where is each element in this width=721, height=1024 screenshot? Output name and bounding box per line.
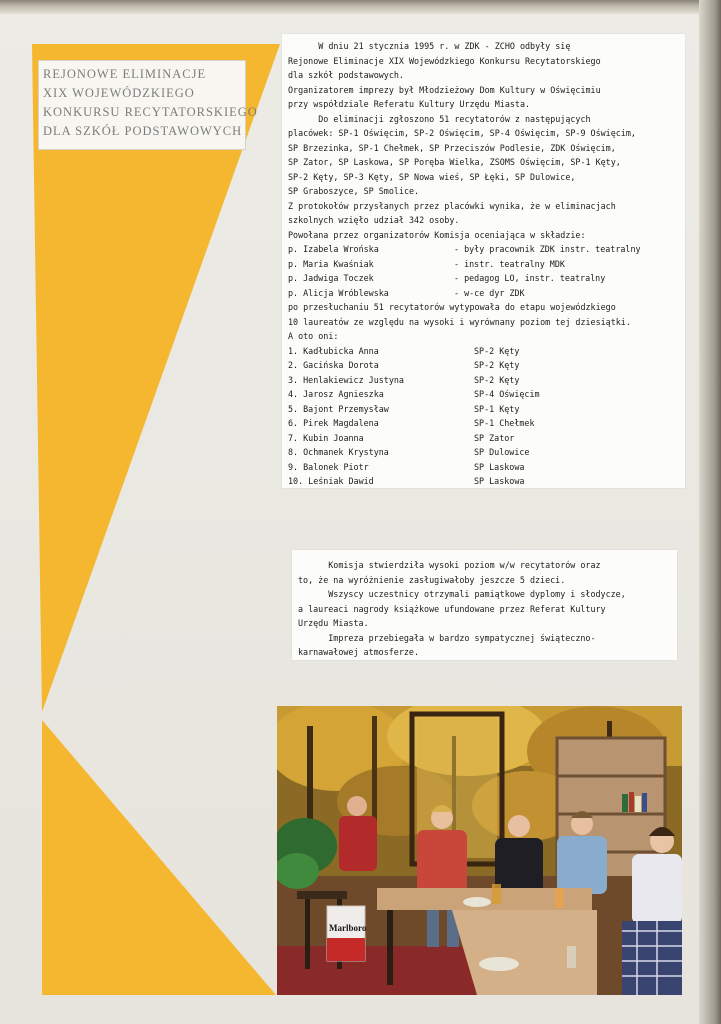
winner-school: SP-2 Kęty <box>474 345 520 356</box>
winner-row <box>288 387 681 402</box>
report-line: Rejonowe Eliminacje XIX Wojewódzkiego Konkursu Recytatorskiego <box>288 55 601 66</box>
winner-name: 3. Henlakiewicz Justyna <box>288 374 404 385</box>
winner-school: SP Dulowice <box>474 447 530 457</box>
report-line: SP Brzezinka, SP-1 Chełmek, SP Przeciszów Podlesie, ZDK Oświęcim, <box>288 142 616 153</box>
note-line: Urzędu Miasta. <box>298 618 369 628</box>
report-line: SP Zator, SP Laskowa, SP Poręba Wielka, ZSOMS Oświęcim, SP-1 Kęty, <box>288 157 621 167</box>
winner-row <box>288 344 681 359</box>
winner-row <box>288 402 681 417</box>
winner-school: SP Laskowa <box>474 476 525 486</box>
note-line: a laureaci nagrody książkowe ufundowane przez Referat Kultury <box>298 603 606 614</box>
note-line: Wszyscy uczestnicy otrzymali pamiątkowe dyplomy i słodycze, <box>298 589 626 599</box>
jury-name: p. Alicja Wróblewska <box>288 287 389 298</box>
report-line: W dniu 21 stycznia 1995 r. w ZDK - ZCHO odbyły się <box>288 41 571 51</box>
winner-name: 9. Balonek Piotr <box>288 461 369 472</box>
jury-role: - instr. teatralny MDK <box>454 258 565 269</box>
report-line: Do eliminacji zgłoszono 51 recytatorów z następujących <box>288 113 591 124</box>
jury-role: - były pracownik ZDK instr. teatralny <box>454 244 641 254</box>
winner-school: SP Zator <box>474 432 515 443</box>
jury-name: p. Izabela Wrońska <box>288 244 379 254</box>
winner-row <box>288 431 681 446</box>
title-card <box>38 60 258 150</box>
report-line: A oto oni: <box>288 331 339 341</box>
title-line: XIX WOJEWÓDZKIEGO <box>43 86 195 100</box>
note-line: karnawałowej atmosferze. <box>298 647 420 657</box>
bag-label: Marlboro <box>329 923 367 933</box>
winner-row <box>288 373 681 388</box>
report-line: Z protokołów przysłanych przez placówki wynika, że w eliminacjach <box>288 200 616 211</box>
winner-name: 10. Leśniak Dawid <box>288 476 374 486</box>
jury-row <box>288 286 681 301</box>
title-line: DLA SZKÓŁ PODSTAWOWYCH <box>43 124 243 138</box>
winner-row <box>288 416 681 431</box>
jury-row <box>288 242 681 257</box>
event-photo <box>277 706 682 995</box>
report-sheet <box>282 34 685 488</box>
jury-name: p. Jadwiga Toczek <box>288 273 374 283</box>
report-line: po przesłuchaniu 51 recytatorów wytypowała do etapu wojewódzkiego <box>288 302 616 312</box>
jury-row <box>288 271 681 286</box>
jury-role: - w-ce dyr ZDK <box>454 287 525 298</box>
winner-school: SP-1 Kęty <box>474 403 520 414</box>
note-line: Komisja stwierdziła wysoki poziom w/w recytatorów oraz <box>298 560 601 570</box>
report-line: 10 laureatów ze względu na wysoki i wyrównany poziom tej dziesiątki. <box>288 316 631 327</box>
winner-row <box>288 460 681 475</box>
report-line: SP-2 Kęty, SP-3 Kęty, SP Nowa wieś, SP Łęki, SP Dulowice, <box>288 171 576 182</box>
report-line: szkolnych wzięło udział 342 osoby. <box>288 215 460 225</box>
winner-school: SP-2 Kęty <box>474 360 520 370</box>
winner-name: 2. Gacińska Dorota <box>288 360 379 370</box>
report-line: przy współdziale Referatu Kultury Urzędu Miasta. <box>288 99 531 109</box>
title-line: REJONOWE ELIMINACJE <box>43 67 207 81</box>
title-line: KONKURSU RECYTATORSKIEGO <box>43 105 258 119</box>
winner-name: 8. Ochmanek Krystyna <box>288 447 389 457</box>
report-line: dla szkół podstawowych. <box>288 70 404 80</box>
note-sheet <box>292 550 677 660</box>
report-line: Powołana przez organizatorów Komisja oceniająca w składzie: <box>288 229 586 240</box>
winner-name: 1. Kadłubicka Anna <box>288 345 379 356</box>
jury-row <box>288 257 681 272</box>
winner-name: 7. Kubin Joanna <box>288 432 364 443</box>
winner-school: SP-1 Chełmek <box>474 418 535 428</box>
winner-name: 6. Pirek Magdalena <box>288 418 379 428</box>
jury-role: - pedagog LO, instr. teatralny <box>454 273 606 283</box>
winner-name: 4. Jarosz Agnieszka <box>288 389 384 399</box>
winner-name: 5. Bajont Przemysław <box>288 403 389 414</box>
jury-name: p. Maria Kwaśniak <box>288 258 374 269</box>
report-line: Organizatorem imprezy był Młodzieżowy Dom Kultury w Oświęcimiu <box>288 84 601 95</box>
winner-row <box>288 358 681 373</box>
yellow-lower-triangle <box>42 720 276 995</box>
winner-row <box>288 445 681 460</box>
winner-school: SP-2 Kęty <box>474 374 520 385</box>
winner-school: SP Laskowa <box>474 461 525 472</box>
winner-row <box>288 474 681 489</box>
photo-illustration <box>277 706 682 995</box>
winner-school: SP-4 Oświęcim <box>474 389 540 399</box>
report-line: SP Graboszyce, SP Smolice. <box>288 186 420 196</box>
note-line: to, że na wyróżnienie zasługiwałoby jeszcze 5 dzieci. <box>298 574 566 585</box>
note-line: Impreza przebiegała w bardzo sympatycznej świąteczno- <box>298 632 596 643</box>
report-line: placówek: SP-1 Oświęcim, SP-2 Oświęcim, SP-4 Oświęcim, SP-9 Oświęcim, <box>288 128 636 138</box>
